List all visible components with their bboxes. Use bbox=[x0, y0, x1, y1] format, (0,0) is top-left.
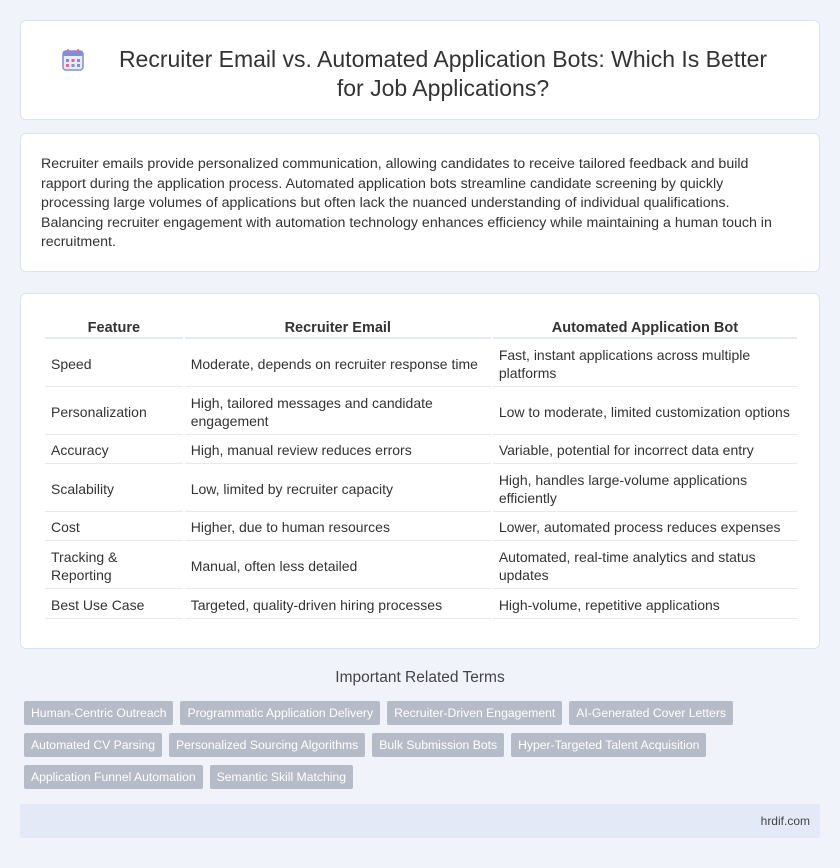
footer-site-link[interactable]: hrdif.com bbox=[760, 814, 810, 828]
intro-card bbox=[20, 133, 820, 272]
automated-bot-cell: Fast, instant applications across multiple platforms bbox=[493, 341, 797, 387]
feature-cell: Scalability bbox=[45, 466, 183, 512]
title-row bbox=[61, 45, 779, 103]
header-recruiter-email: Recruiter Email bbox=[185, 316, 491, 339]
related-terms-tags bbox=[24, 701, 820, 797]
recruiter-email-cell: Low, limited by recruiter capacity bbox=[185, 466, 491, 512]
automated-bot-cell: Automated, real-time analytics and status updates bbox=[493, 543, 797, 589]
related-term-tag[interactable]: Recruiter-Driven Engagement bbox=[387, 701, 562, 725]
recruiter-email-cell: Targeted, quality-driven hiring processes bbox=[185, 591, 491, 619]
related-term-tag[interactable]: Semantic Skill Matching bbox=[210, 765, 353, 789]
related-term-tag[interactable]: AI-Generated Cover Letters bbox=[569, 701, 733, 725]
related-term-tag[interactable]: Application Funnel Automation bbox=[24, 765, 203, 789]
recruiter-email-cell: Higher, due to human resources bbox=[185, 514, 491, 541]
table-row bbox=[45, 466, 797, 512]
header-automated-bot: Automated Application Bot bbox=[493, 316, 797, 339]
recruiter-email-cell: High, manual review reduces errors bbox=[185, 437, 491, 464]
automated-bot-cell: Lower, automated process reduces expenses bbox=[493, 514, 797, 541]
feature-cell: Speed bbox=[45, 341, 183, 387]
title-card bbox=[20, 20, 820, 120]
related-terms-heading: Important Related Terms bbox=[335, 669, 505, 686]
table-row bbox=[45, 437, 797, 464]
feature-cell: Personalization bbox=[45, 389, 183, 435]
calendar-grid-icon bbox=[61, 48, 85, 72]
tag-row bbox=[24, 701, 820, 725]
automated-bot-cell: High-volume, repetitive applications bbox=[493, 591, 797, 619]
comparison-table-card bbox=[20, 293, 820, 649]
related-term-tag[interactable]: Hyper-Targeted Talent Acquisition bbox=[511, 733, 706, 757]
recruiter-email-cell: Manual, often less detailed bbox=[185, 543, 491, 589]
table-row bbox=[45, 341, 797, 387]
related-term-tag[interactable]: Automated CV Parsing bbox=[24, 733, 162, 757]
footer bbox=[20, 804, 820, 838]
table-row bbox=[45, 389, 797, 435]
tag-row bbox=[24, 765, 820, 789]
table-header-row bbox=[45, 316, 797, 339]
recruiter-email-cell: Moderate, depends on recruiter response time bbox=[185, 341, 491, 387]
tag-row bbox=[24, 733, 820, 757]
page-title: Recruiter Email vs. Automated Application Bots: Which Is Better for Job Applications? bbox=[118, 46, 768, 101]
comparison-table bbox=[43, 314, 799, 621]
related-term-tag[interactable]: Bulk Submission Bots bbox=[372, 733, 504, 757]
table-row bbox=[45, 543, 797, 589]
feature-cell: Accuracy bbox=[45, 437, 183, 464]
automated-bot-cell: Variable, potential for incorrect data entry bbox=[493, 437, 797, 464]
table-row bbox=[45, 514, 797, 541]
table-row bbox=[45, 591, 797, 619]
intro-paragraph: Recruiter emails provide personalized communication, allowing candidates to receive tailored feedback and build rapport during the application process. Automated application bots streamline candidate screening by quickly processing large volumes of applications but often lack the nuanced understanding of individual qualifications. Balancing recruiter engagement with automation technology enhances efficiency while maintaining a human touch in recruitment. bbox=[41, 156, 772, 251]
feature-cell: Tracking & Reporting bbox=[45, 543, 183, 589]
feature-cell: Cost bbox=[45, 514, 183, 541]
feature-cell: Best Use Case bbox=[45, 591, 183, 619]
related-term-tag[interactable]: Personalized Sourcing Algorithms bbox=[169, 733, 365, 757]
related-term-tag[interactable]: Human-Centric Outreach bbox=[24, 701, 173, 725]
recruiter-email-cell: High, tailored messages and candidate engagement bbox=[185, 389, 491, 435]
related-term-tag[interactable]: Programmatic Application Delivery bbox=[180, 701, 380, 725]
automated-bot-cell: High, handles large-volume applications efficiently bbox=[493, 466, 797, 512]
header-feature: Feature bbox=[45, 316, 183, 339]
automated-bot-cell: Low to moderate, limited customization options bbox=[493, 389, 797, 435]
